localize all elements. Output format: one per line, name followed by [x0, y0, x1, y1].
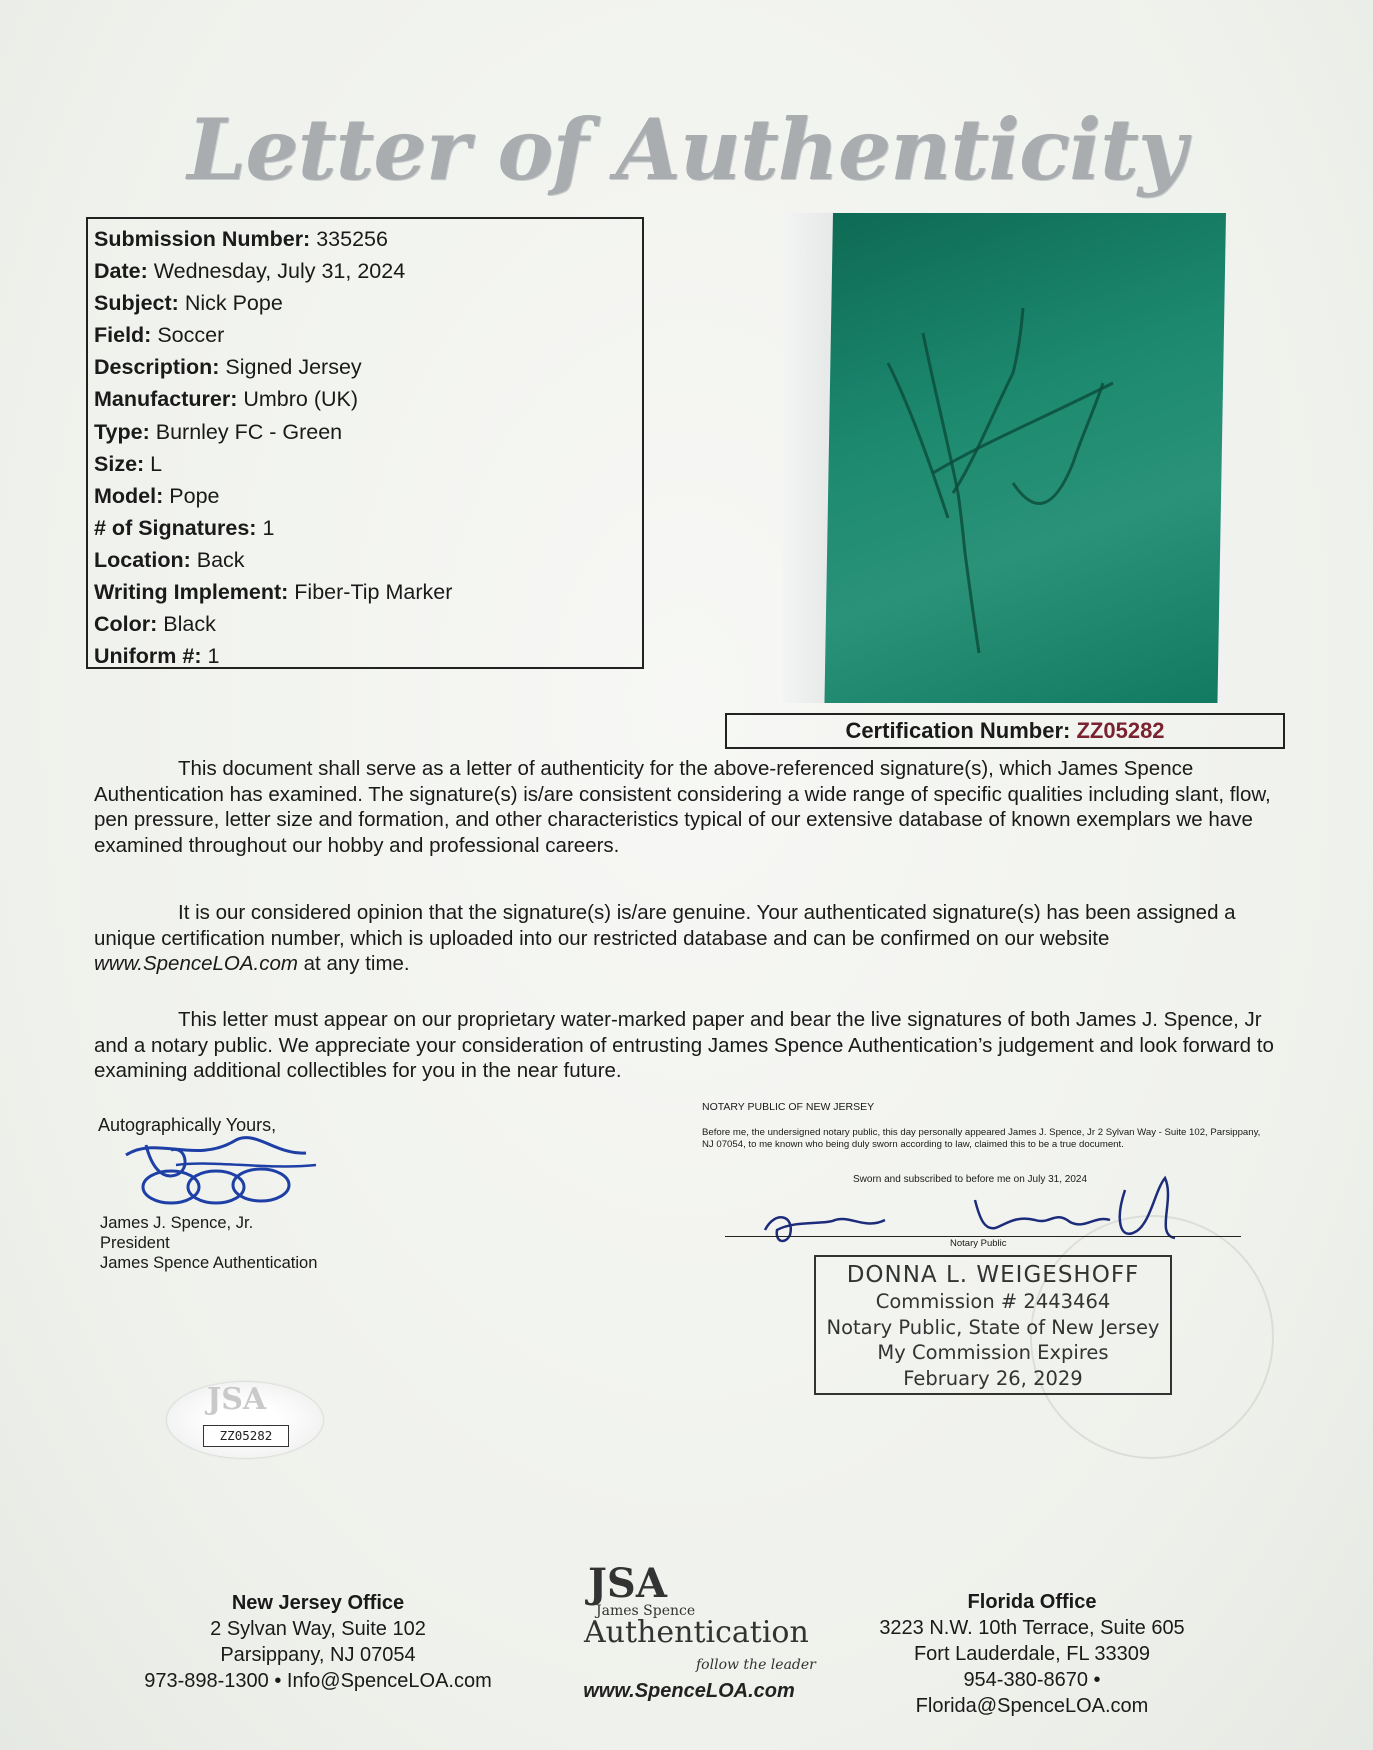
signer-company: James Spence Authentication	[100, 1254, 318, 1272]
certification-number-box	[725, 713, 1285, 749]
notary-signature-line	[725, 1236, 1241, 1237]
notary-stamp-commission: Commission # 2443464	[875, 1290, 1111, 1313]
logo-word: Authentication	[584, 1615, 809, 1650]
detail-label: Description:	[94, 355, 220, 380]
detail-row	[94, 383, 636, 415]
details-box	[86, 217, 644, 669]
detail-label: Manufacturer:	[94, 387, 238, 412]
detail-value: Wednesday, July 31, 2024	[153, 259, 406, 284]
detail-label: Date:	[94, 259, 148, 284]
paragraph-opinion-tail: at any time.	[297, 952, 410, 975]
detail-row	[94, 223, 636, 255]
detail-label: Color:	[94, 612, 158, 637]
detail-value: Black	[163, 612, 216, 637]
nj-office-contact: 973-898-1300 • Info@SpenceLOA.com	[144, 1670, 492, 1692]
detail-row	[94, 255, 636, 287]
detail-value: Umbro (UK)	[243, 387, 359, 412]
detail-row	[94, 287, 636, 319]
notary-stamp-name: DONNA L. WEIGESHOFF	[846, 1262, 1140, 1288]
signature-photo	[783, 213, 1226, 703]
spence-signature	[116, 1125, 326, 1215]
detail-value: 335256	[316, 227, 388, 251]
logo-tagline: follow the leader	[696, 1657, 816, 1673]
detail-label: Writing Implement:	[94, 580, 289, 605]
nj-office-line1: 2 Sylvan Way, Suite 102	[210, 1618, 426, 1640]
logo-sub: James Spence	[596, 1603, 696, 1619]
detail-row	[94, 608, 636, 640]
detail-label: Size:	[94, 451, 145, 476]
detail-value: Pope	[169, 483, 220, 508]
notary-stamp-expires-label: My Commission Expires	[877, 1341, 1109, 1364]
certification-label: Certification Number:	[845, 718, 1071, 743]
paragraph-examination: This document shall serve as a letter of authenticity for the above-referenced signature(s), which James Spence Authentication has examined. The signature(s) is/are consistent considering a wide range of specific qualities including slant, flow, pen pressure, letter size and formation, and other characteristics typical of our extensive database of known exemplars we have examined throughout our hobby and professional careers.	[94, 757, 1271, 857]
detail-value: Burnley FC - Green	[155, 419, 343, 444]
paragraph-opinion-text: It is our considered opinion that the signature(s) is/are genuine. Your authenticated signature(s) has been assigned a unique certification number, which is uploaded into our restricted database and can be confirmed on our website	[94, 901, 1236, 950]
fl-office-line1: 3223 N.W. 10th Terrace, Suite 605	[879, 1617, 1185, 1639]
detail-label: Uniform #:	[94, 644, 202, 669]
detail-value: 1	[207, 644, 220, 669]
notary-text: Before me, the undersigned notary public, this day personally appeared James J. Spence, Jr 2 Sylvan Way - Suite 102, Parsippany, NJ 07054, to me known who being duly sworn according to law, claimed this to be a true document.	[702, 1127, 1261, 1150]
notary-stamp-expires-date: February 26, 2029	[903, 1366, 1083, 1390]
paragraph-requirements: This letter must appear on our proprietary water-marked paper and bear the live signatures of both James J. Spence, Jr and a notary public. We appreciate your consideration of entrusting James Spence Authentication’s judgement and look forward to examining additional collectibles for you in the near future.	[94, 1008, 1274, 1082]
letter-title: Letter of Authenticity	[187, 100, 1186, 199]
detail-label: Submission Number:	[94, 227, 311, 251]
detail-row	[94, 319, 636, 351]
detail-row	[94, 512, 636, 544]
detail-label: Location:	[94, 547, 191, 572]
hologram-brand: JSA	[207, 1382, 267, 1417]
detail-row	[94, 448, 636, 480]
detail-value: Back	[196, 547, 245, 572]
detail-label: Model:	[94, 483, 164, 508]
detail-label: # of Signatures:	[94, 515, 257, 540]
fl-office-contact: 954-380-8670 • Florida@SpenceLOA.com	[915, 1669, 1149, 1717]
detail-label: Field:	[94, 323, 152, 348]
detail-label: Subject:	[94, 291, 179, 316]
certification-number: ZZ05282	[1076, 718, 1165, 743]
notary-line-label: Notary Public	[950, 1238, 1007, 1249]
fl-office-heading: Florida Office	[967, 1591, 1097, 1613]
jersey-signature	[783, 213, 1226, 703]
nj-office-block	[118, 1590, 518, 1694]
website-link[interactable]: www.SpenceLOA.com	[94, 952, 298, 975]
detail-row	[94, 576, 636, 608]
detail-value: L	[150, 451, 163, 476]
detail-row	[94, 351, 636, 383]
jsa-hologram-sticker	[167, 1382, 323, 1458]
jsa-logo	[554, 1560, 824, 1703]
paragraph-opinion	[94, 900, 1294, 977]
fl-office-block	[846, 1589, 1218, 1719]
detail-row	[94, 640, 636, 672]
detail-value: 1	[262, 515, 275, 540]
notary-stamp	[814, 1255, 1172, 1395]
detail-row	[94, 544, 636, 576]
notary-sworn-text: Sworn and subscribed to before me on July 31, 2024	[853, 1174, 1088, 1185]
detail-value: Signed Jersey	[225, 355, 362, 380]
detail-value: Soccer	[157, 323, 225, 348]
logo-website[interactable]: www.SpenceLOA.com	[583, 1680, 795, 1702]
logo-brand: JSA	[588, 1560, 667, 1607]
notary-stamp-state: Notary Public, State of New Jersey	[826, 1315, 1160, 1339]
detail-row	[94, 416, 636, 448]
closing-text: Autographically Yours,	[98, 1115, 277, 1135]
detail-label: Type:	[94, 419, 150, 444]
signer-name: James J. Spence, Jr.	[100, 1214, 254, 1232]
detail-value: Fiber-Tip Marker	[294, 580, 453, 605]
nj-office-line2: Parsippany, NJ 07054	[220, 1644, 416, 1666]
fl-office-line2: Fort Lauderdale, FL 33309	[913, 1643, 1151, 1665]
signer-block	[100, 1213, 317, 1273]
detail-value: Nick Pope	[184, 291, 283, 316]
detail-row	[94, 480, 636, 512]
notary-heading: NOTARY PUBLIC OF NEW JERSEY	[702, 1101, 875, 1113]
hologram-number: ZZ05282	[203, 1425, 289, 1447]
nj-office-heading: New Jersey Office	[231, 1592, 405, 1614]
signer-role: President	[100, 1234, 170, 1252]
